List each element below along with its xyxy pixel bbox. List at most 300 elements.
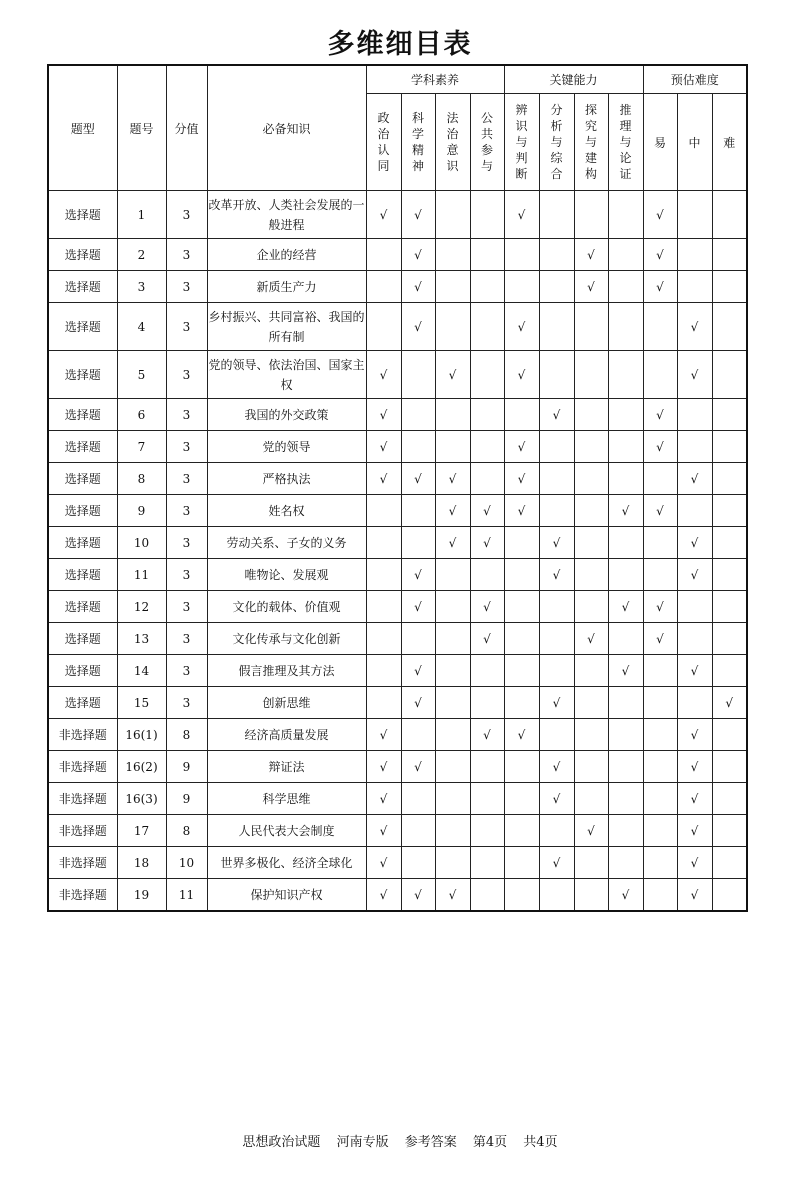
empty-cell bbox=[574, 687, 608, 719]
empty-cell bbox=[608, 271, 643, 303]
empty-cell bbox=[539, 239, 574, 271]
footer-page: 第4页 bbox=[472, 1135, 508, 1150]
empty-cell bbox=[504, 847, 539, 879]
header-literacy-law: 法治意识 bbox=[435, 94, 470, 191]
empty-cell bbox=[712, 623, 747, 655]
check-mark-cell: √ bbox=[366, 879, 401, 912]
cell-number: 7 bbox=[117, 431, 166, 463]
empty-cell bbox=[435, 399, 470, 431]
empty-cell bbox=[435, 303, 470, 351]
table-body bbox=[48, 191, 747, 912]
empty-cell bbox=[470, 687, 504, 719]
check-mark-cell: √ bbox=[539, 751, 574, 783]
empty-cell bbox=[712, 655, 747, 687]
cell-number: 15 bbox=[117, 687, 166, 719]
check-mark-cell: √ bbox=[574, 271, 608, 303]
empty-cell bbox=[608, 351, 643, 399]
cell-score: 3 bbox=[166, 655, 207, 687]
header-literacy-science: 科学精神 bbox=[401, 94, 435, 191]
empty-cell bbox=[712, 463, 747, 495]
empty-cell bbox=[470, 879, 504, 912]
table-row bbox=[48, 623, 747, 655]
cell-score: 3 bbox=[166, 239, 207, 271]
empty-cell bbox=[366, 495, 401, 527]
empty-cell bbox=[435, 815, 470, 847]
empty-cell bbox=[435, 431, 470, 463]
empty-cell bbox=[470, 783, 504, 815]
cell-type: 选择题 bbox=[48, 399, 117, 431]
empty-cell bbox=[401, 351, 435, 399]
empty-cell bbox=[366, 239, 401, 271]
header-ability-explore: 探究与建构 bbox=[574, 94, 608, 191]
check-mark-cell: √ bbox=[677, 815, 712, 847]
empty-cell bbox=[470, 655, 504, 687]
check-mark-cell: √ bbox=[366, 719, 401, 751]
check-mark-cell: √ bbox=[435, 879, 470, 912]
cell-number: 16(2) bbox=[117, 751, 166, 783]
check-mark-cell: √ bbox=[435, 495, 470, 527]
check-mark-cell: √ bbox=[366, 431, 401, 463]
header-knowledge: 必备知识 bbox=[207, 65, 366, 191]
empty-cell bbox=[539, 303, 574, 351]
cell-knowledge: 改革开放、人类社会发展的一般进程 bbox=[207, 191, 366, 239]
check-mark-cell: √ bbox=[677, 783, 712, 815]
empty-cell bbox=[643, 351, 677, 399]
cell-number: 19 bbox=[117, 879, 166, 912]
empty-cell bbox=[401, 783, 435, 815]
empty-cell bbox=[470, 191, 504, 239]
empty-cell bbox=[470, 351, 504, 399]
cell-score: 3 bbox=[166, 687, 207, 719]
cell-type: 非选择题 bbox=[48, 751, 117, 783]
check-mark-cell: √ bbox=[539, 687, 574, 719]
empty-cell bbox=[504, 815, 539, 847]
cell-score: 3 bbox=[166, 527, 207, 559]
empty-cell bbox=[435, 751, 470, 783]
cell-knowledge: 严格执法 bbox=[207, 463, 366, 495]
check-mark-cell: √ bbox=[539, 847, 574, 879]
check-mark-cell: √ bbox=[574, 815, 608, 847]
empty-cell bbox=[574, 303, 608, 351]
empty-cell bbox=[574, 191, 608, 239]
cell-score: 9 bbox=[166, 783, 207, 815]
empty-cell bbox=[712, 431, 747, 463]
table-row bbox=[48, 463, 747, 495]
check-mark-cell: √ bbox=[366, 191, 401, 239]
empty-cell bbox=[435, 191, 470, 239]
table-row bbox=[48, 303, 747, 351]
cell-type: 选择题 bbox=[48, 495, 117, 527]
check-mark-cell: √ bbox=[643, 399, 677, 431]
check-mark-cell: √ bbox=[504, 431, 539, 463]
empty-cell bbox=[366, 591, 401, 623]
empty-cell bbox=[435, 655, 470, 687]
empty-cell bbox=[539, 431, 574, 463]
cell-knowledge: 保护知识产权 bbox=[207, 879, 366, 912]
empty-cell bbox=[539, 879, 574, 912]
check-mark-cell: √ bbox=[435, 463, 470, 495]
empty-cell bbox=[712, 495, 747, 527]
cell-number: 11 bbox=[117, 559, 166, 591]
check-mark-cell: √ bbox=[504, 191, 539, 239]
cell-score: 3 bbox=[166, 399, 207, 431]
empty-cell bbox=[608, 751, 643, 783]
cell-type: 选择题 bbox=[48, 527, 117, 559]
header-group-literacy: 学科素养 bbox=[366, 65, 504, 94]
check-mark-cell: √ bbox=[366, 751, 401, 783]
check-mark-cell: √ bbox=[401, 559, 435, 591]
table-row bbox=[48, 431, 747, 463]
cell-type: 选择题 bbox=[48, 623, 117, 655]
check-mark-cell: √ bbox=[401, 271, 435, 303]
empty-cell bbox=[539, 591, 574, 623]
empty-cell bbox=[435, 687, 470, 719]
cell-type: 选择题 bbox=[48, 271, 117, 303]
empty-cell bbox=[539, 655, 574, 687]
check-mark-cell: √ bbox=[470, 719, 504, 751]
empty-cell bbox=[608, 239, 643, 271]
empty-cell bbox=[470, 815, 504, 847]
empty-cell bbox=[401, 719, 435, 751]
empty-cell bbox=[608, 719, 643, 751]
empty-cell bbox=[504, 527, 539, 559]
cell-score: 3 bbox=[166, 431, 207, 463]
empty-cell bbox=[643, 559, 677, 591]
cell-knowledge: 人民代表大会制度 bbox=[207, 815, 366, 847]
table-row bbox=[48, 591, 747, 623]
empty-cell bbox=[401, 431, 435, 463]
empty-cell bbox=[470, 847, 504, 879]
cell-type: 非选择题 bbox=[48, 815, 117, 847]
check-mark-cell: √ bbox=[435, 351, 470, 399]
check-mark-cell: √ bbox=[504, 303, 539, 351]
empty-cell bbox=[435, 783, 470, 815]
check-mark-cell: √ bbox=[470, 495, 504, 527]
empty-cell bbox=[608, 559, 643, 591]
empty-cell bbox=[608, 623, 643, 655]
empty-cell bbox=[677, 271, 712, 303]
empty-cell bbox=[435, 239, 470, 271]
cell-type: 选择题 bbox=[48, 591, 117, 623]
empty-cell bbox=[504, 271, 539, 303]
empty-cell bbox=[539, 271, 574, 303]
empty-cell bbox=[366, 271, 401, 303]
cell-number: 8 bbox=[117, 463, 166, 495]
table-row bbox=[48, 191, 747, 239]
empty-cell bbox=[504, 559, 539, 591]
check-mark-cell: √ bbox=[470, 623, 504, 655]
empty-cell bbox=[712, 783, 747, 815]
empty-cell bbox=[366, 623, 401, 655]
empty-cell bbox=[643, 655, 677, 687]
header-type: 题型 bbox=[48, 65, 117, 191]
empty-cell bbox=[574, 591, 608, 623]
empty-cell bbox=[574, 559, 608, 591]
empty-cell bbox=[401, 623, 435, 655]
check-mark-cell: √ bbox=[435, 527, 470, 559]
check-mark-cell: √ bbox=[677, 559, 712, 591]
check-mark-cell: √ bbox=[470, 527, 504, 559]
cell-score: 3 bbox=[166, 271, 207, 303]
check-mark-cell: √ bbox=[470, 591, 504, 623]
empty-cell bbox=[712, 591, 747, 623]
empty-cell bbox=[574, 719, 608, 751]
cell-score: 11 bbox=[166, 879, 207, 912]
cell-number: 16(1) bbox=[117, 719, 166, 751]
cell-knowledge: 党的领导、依法治国、国家主权 bbox=[207, 351, 366, 399]
header-score: 分值 bbox=[166, 65, 207, 191]
check-mark-cell: √ bbox=[504, 351, 539, 399]
cell-number: 2 bbox=[117, 239, 166, 271]
check-mark-cell: √ bbox=[504, 719, 539, 751]
cell-type: 非选择题 bbox=[48, 847, 117, 879]
empty-cell bbox=[504, 239, 539, 271]
check-mark-cell: √ bbox=[401, 687, 435, 719]
check-mark-cell: √ bbox=[677, 303, 712, 351]
footer-edition: 河南专版 bbox=[336, 1135, 389, 1150]
header-difficulty-medium: 中 bbox=[677, 94, 712, 191]
check-mark-cell: √ bbox=[366, 847, 401, 879]
check-mark-cell: √ bbox=[539, 399, 574, 431]
check-mark-cell: √ bbox=[712, 687, 747, 719]
check-mark-cell: √ bbox=[677, 847, 712, 879]
empty-cell bbox=[712, 847, 747, 879]
check-mark-cell: √ bbox=[401, 191, 435, 239]
cell-number: 1 bbox=[117, 191, 166, 239]
header-ability-reason: 推理与论证 bbox=[608, 94, 643, 191]
cell-type: 选择题 bbox=[48, 303, 117, 351]
cell-knowledge: 劳动关系、子女的义务 bbox=[207, 527, 366, 559]
cell-number: 16(3) bbox=[117, 783, 166, 815]
cell-type: 选择题 bbox=[48, 239, 117, 271]
empty-cell bbox=[643, 847, 677, 879]
check-mark-cell: √ bbox=[677, 527, 712, 559]
cell-type: 选择题 bbox=[48, 463, 117, 495]
empty-cell bbox=[470, 431, 504, 463]
empty-cell bbox=[677, 687, 712, 719]
empty-cell bbox=[470, 751, 504, 783]
check-mark-cell: √ bbox=[608, 591, 643, 623]
empty-cell bbox=[608, 847, 643, 879]
check-mark-cell: √ bbox=[643, 431, 677, 463]
empty-cell bbox=[677, 431, 712, 463]
cell-number: 17 bbox=[117, 815, 166, 847]
empty-cell bbox=[677, 239, 712, 271]
check-mark-cell: √ bbox=[608, 495, 643, 527]
empty-cell bbox=[539, 623, 574, 655]
page-footer bbox=[0, 1131, 800, 1150]
empty-cell bbox=[435, 559, 470, 591]
empty-cell bbox=[643, 687, 677, 719]
cell-knowledge: 党的领导 bbox=[207, 431, 366, 463]
cell-type: 选择题 bbox=[48, 191, 117, 239]
empty-cell bbox=[470, 271, 504, 303]
empty-cell bbox=[608, 527, 643, 559]
check-mark-cell: √ bbox=[608, 655, 643, 687]
header-group-difficulty: 预估难度 bbox=[643, 65, 747, 94]
table-row bbox=[48, 655, 747, 687]
check-mark-cell: √ bbox=[677, 463, 712, 495]
check-mark-cell: √ bbox=[504, 495, 539, 527]
empty-cell bbox=[677, 591, 712, 623]
empty-cell bbox=[677, 623, 712, 655]
cell-knowledge: 企业的经营 bbox=[207, 239, 366, 271]
check-mark-cell: √ bbox=[539, 527, 574, 559]
cell-knowledge: 我国的外交政策 bbox=[207, 399, 366, 431]
check-mark-cell: √ bbox=[504, 463, 539, 495]
check-mark-cell: √ bbox=[643, 271, 677, 303]
empty-cell bbox=[401, 847, 435, 879]
check-mark-cell: √ bbox=[366, 399, 401, 431]
empty-cell bbox=[643, 783, 677, 815]
empty-cell bbox=[435, 591, 470, 623]
table-row bbox=[48, 719, 747, 751]
table-row bbox=[48, 239, 747, 271]
empty-cell bbox=[435, 719, 470, 751]
table-row bbox=[48, 271, 747, 303]
check-mark-cell: √ bbox=[401, 879, 435, 912]
empty-cell bbox=[574, 527, 608, 559]
table-row bbox=[48, 399, 747, 431]
empty-cell bbox=[574, 495, 608, 527]
empty-cell bbox=[539, 463, 574, 495]
cell-score: 8 bbox=[166, 815, 207, 847]
empty-cell bbox=[712, 191, 747, 239]
empty-cell bbox=[677, 399, 712, 431]
cell-number: 9 bbox=[117, 495, 166, 527]
empty-cell bbox=[643, 815, 677, 847]
empty-cell bbox=[608, 687, 643, 719]
empty-cell bbox=[574, 847, 608, 879]
cell-number: 13 bbox=[117, 623, 166, 655]
empty-cell bbox=[401, 527, 435, 559]
empty-cell bbox=[504, 623, 539, 655]
page-title: 多维细目表 bbox=[327, 29, 473, 60]
empty-cell bbox=[574, 399, 608, 431]
empty-cell bbox=[608, 463, 643, 495]
empty-cell bbox=[504, 687, 539, 719]
header-literacy-participation: 公共参与 bbox=[470, 94, 504, 191]
check-mark-cell: √ bbox=[677, 351, 712, 399]
empty-cell bbox=[539, 495, 574, 527]
empty-cell bbox=[643, 463, 677, 495]
footer-doc: 参考答案 bbox=[404, 1135, 457, 1150]
empty-cell bbox=[435, 271, 470, 303]
check-mark-cell: √ bbox=[677, 751, 712, 783]
cell-score: 3 bbox=[166, 559, 207, 591]
cell-type: 选择题 bbox=[48, 351, 117, 399]
empty-cell bbox=[643, 719, 677, 751]
empty-cell bbox=[712, 239, 747, 271]
table-row bbox=[48, 559, 747, 591]
check-mark-cell: √ bbox=[401, 751, 435, 783]
header-difficulty-easy: 易 bbox=[643, 94, 677, 191]
empty-cell bbox=[712, 751, 747, 783]
empty-cell bbox=[574, 751, 608, 783]
empty-cell bbox=[608, 399, 643, 431]
cell-type: 选择题 bbox=[48, 687, 117, 719]
check-mark-cell: √ bbox=[401, 655, 435, 687]
check-mark-cell: √ bbox=[574, 239, 608, 271]
check-mark-cell: √ bbox=[677, 719, 712, 751]
cell-knowledge: 科学思维 bbox=[207, 783, 366, 815]
empty-cell bbox=[643, 751, 677, 783]
cell-type: 非选择题 bbox=[48, 879, 117, 912]
table-row bbox=[48, 879, 747, 912]
cell-knowledge: 乡村振兴、共同富裕、我国的所有制 bbox=[207, 303, 366, 351]
empty-cell bbox=[401, 815, 435, 847]
cell-score: 3 bbox=[166, 191, 207, 239]
header-ability-identify: 辨识与判断 bbox=[504, 94, 539, 191]
cell-score: 8 bbox=[166, 719, 207, 751]
cell-score: 10 bbox=[166, 847, 207, 879]
empty-cell bbox=[470, 463, 504, 495]
table-row bbox=[48, 351, 747, 399]
check-mark-cell: √ bbox=[401, 463, 435, 495]
empty-cell bbox=[366, 527, 401, 559]
header-ability-analyze: 分析与综合 bbox=[539, 94, 574, 191]
empty-cell bbox=[712, 303, 747, 351]
empty-cell bbox=[504, 591, 539, 623]
empty-cell bbox=[712, 815, 747, 847]
empty-cell bbox=[608, 431, 643, 463]
cell-number: 5 bbox=[117, 351, 166, 399]
check-mark-cell: √ bbox=[643, 239, 677, 271]
table-row bbox=[48, 527, 747, 559]
empty-cell bbox=[608, 815, 643, 847]
empty-cell bbox=[539, 719, 574, 751]
table-row bbox=[48, 687, 747, 719]
empty-cell bbox=[504, 655, 539, 687]
cell-knowledge: 世界多极化、经济全球化 bbox=[207, 847, 366, 879]
empty-cell bbox=[435, 623, 470, 655]
empty-cell bbox=[712, 351, 747, 399]
empty-cell bbox=[643, 303, 677, 351]
empty-cell bbox=[504, 399, 539, 431]
empty-cell bbox=[539, 351, 574, 399]
cell-score: 3 bbox=[166, 303, 207, 351]
empty-cell bbox=[608, 303, 643, 351]
footer-total: 共4页 bbox=[523, 1135, 558, 1150]
check-mark-cell: √ bbox=[401, 303, 435, 351]
cell-number: 12 bbox=[117, 591, 166, 623]
cell-number: 10 bbox=[117, 527, 166, 559]
empty-cell bbox=[504, 751, 539, 783]
empty-cell bbox=[401, 495, 435, 527]
empty-cell bbox=[366, 655, 401, 687]
empty-cell bbox=[504, 879, 539, 912]
cell-type: 选择题 bbox=[48, 431, 117, 463]
cell-knowledge: 姓名权 bbox=[207, 495, 366, 527]
empty-cell bbox=[574, 655, 608, 687]
cell-number: 18 bbox=[117, 847, 166, 879]
check-mark-cell: √ bbox=[608, 879, 643, 912]
cell-knowledge: 创新思维 bbox=[207, 687, 366, 719]
empty-cell bbox=[574, 879, 608, 912]
empty-cell bbox=[470, 239, 504, 271]
header-number: 题号 bbox=[117, 65, 166, 191]
header-group-ability: 关键能力 bbox=[504, 65, 643, 94]
footer-subject: 思想政治试题 bbox=[242, 1135, 321, 1150]
empty-cell bbox=[712, 399, 747, 431]
empty-cell bbox=[712, 879, 747, 912]
check-mark-cell: √ bbox=[643, 623, 677, 655]
empty-cell bbox=[574, 431, 608, 463]
table-row bbox=[48, 495, 747, 527]
cell-number: 6 bbox=[117, 399, 166, 431]
table-row bbox=[48, 815, 747, 847]
empty-cell bbox=[435, 847, 470, 879]
